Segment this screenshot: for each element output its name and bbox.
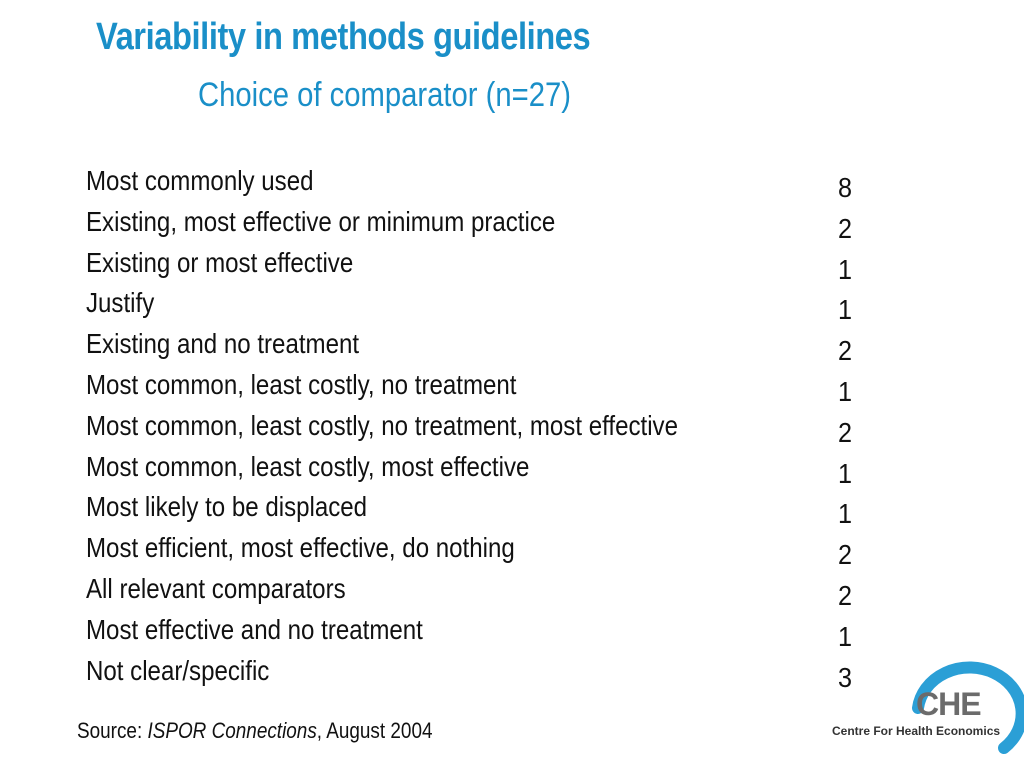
comparator-label: Existing, most effective or minimum practice <box>86 205 556 237</box>
comparator-label: Most likely to be displaced <box>86 491 368 523</box>
comparator-label: All relevant comparators <box>86 572 346 604</box>
comparator-label: Not clear/specific <box>86 654 270 686</box>
logo-abbreviation: CHE <box>916 686 981 722</box>
comparator-label: Existing and no treatment <box>86 328 360 360</box>
che-logo <box>826 650 1024 760</box>
comparator-count: 1 <box>837 375 853 407</box>
comparator-count: 1 <box>837 457 853 489</box>
comparator-label: Justify <box>86 287 155 319</box>
comparator-count: 8 <box>837 172 853 203</box>
comparator-label: Most common, least costly, no treatment <box>86 368 517 400</box>
comparator-count: 2 <box>837 579 853 611</box>
comparator-count: 1 <box>837 498 853 530</box>
source-date: , August 2004 <box>316 718 433 743</box>
comparator-count-list <box>830 171 860 701</box>
source-publication: ISPOR Connections <box>147 718 317 743</box>
comparator-count: 1 <box>837 620 853 652</box>
slide-subtitle: Choice of comparator (n=27) <box>198 76 571 114</box>
comparator-label: Most common, least costly, most effective <box>86 450 530 482</box>
comparator-count: 3 <box>837 661 853 693</box>
comparator-label: Existing or most effective <box>86 246 354 278</box>
source-citation <box>77 718 433 744</box>
slide-title: Variability in methods guidelines <box>96 16 591 58</box>
comparator-count: 2 <box>837 539 853 571</box>
comparator-label: Most effective and no treatment <box>86 613 423 645</box>
comparator-count: 2 <box>837 335 853 367</box>
comparator-label: Most common, least costly, no treatment, most effective <box>86 409 678 441</box>
comparator-label: Most commonly used <box>86 165 314 196</box>
comparator-count: 2 <box>837 212 853 244</box>
logo-name: Centre For Health Economics <box>832 724 1001 738</box>
comparator-count: 2 <box>837 416 853 448</box>
comparator-label-list <box>86 164 678 694</box>
comparator-count: 1 <box>837 294 853 326</box>
source-prefix: Source: <box>77 718 148 743</box>
comparator-label: Most efficient, most effective, do nothing <box>86 532 515 564</box>
comparator-count: 1 <box>837 253 853 285</box>
